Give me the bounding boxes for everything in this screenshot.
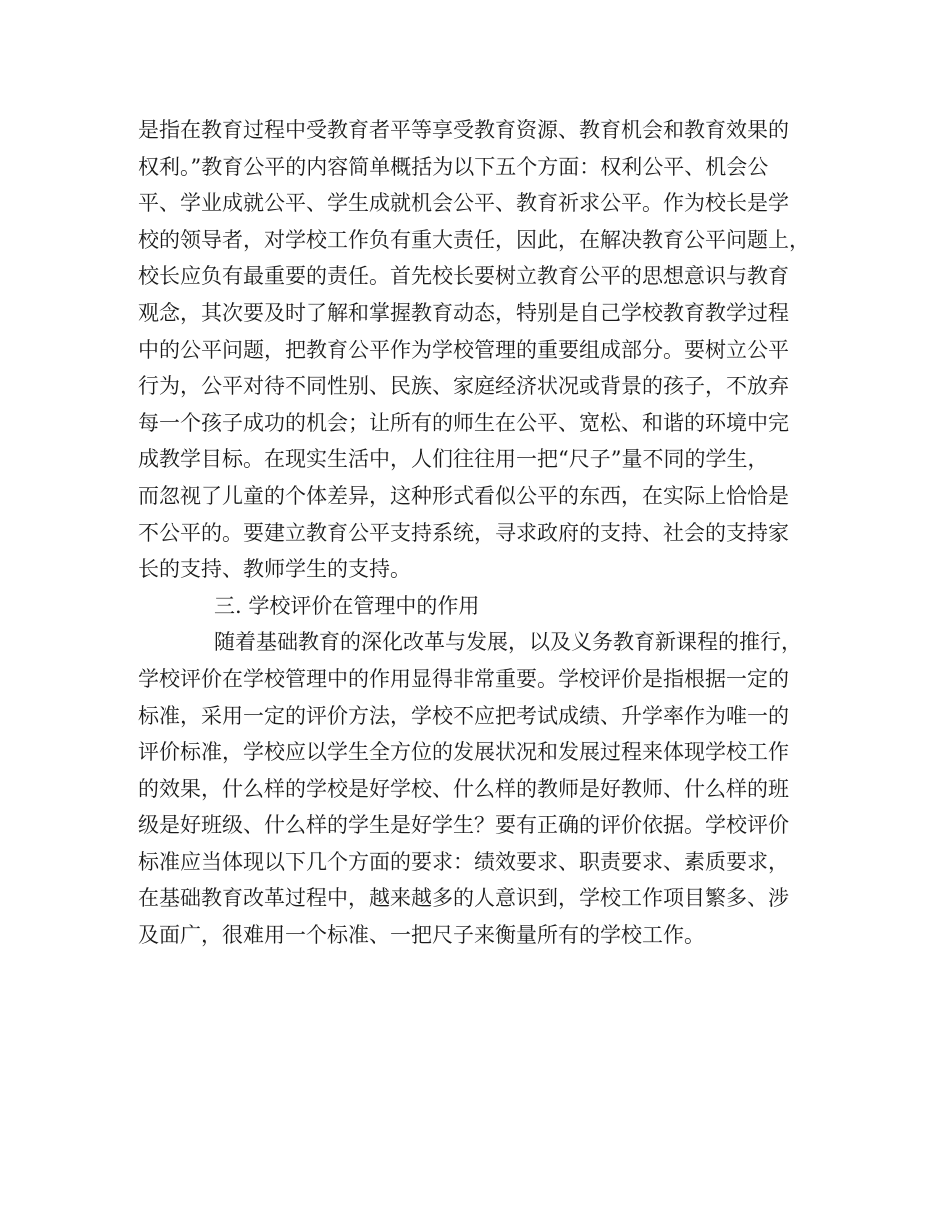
text-line: 是指在教育过程中受教育者平等享受教育资源、教育机会和教育效果的 [138, 118, 789, 142]
document-body [138, 112, 828, 954]
text-line: 标准应当体现以下几个方面的要求：绩效要求、职责要求、素质要求， [138, 849, 789, 874]
text-line: 学校评价在学校管理中的作用显得非常重要。学校评价是指根据一定的 [138, 666, 789, 691]
text-line: 权利。”教育公平的内容简单概括为以下五个方面：权利公平、机会公 [138, 154, 769, 179]
text-line: 观念，其次要及时了解和掌握教育动态，特别是自己学校教育教学过程 [138, 300, 789, 325]
text-line: 行为，公平对待不同性别、民族、家庭经济状况或背景的孩子，不放弃 [138, 374, 789, 399]
text-line: 随着基础教育的深化改革与发展，以及义务教育新课程的推行， [214, 630, 802, 655]
text-line: 长的支持、教师学生的支持。 [138, 557, 411, 582]
text-line: 中的公平问题，把教育公平作为学校管理的重要组成部分。要树立公平 [138, 337, 789, 362]
text-line: 标准，采用一定的评价方法，学校不应把考试成绩、升学率作为唯一的 [138, 703, 789, 728]
text-line: 校的领导者，对学校工作负有重大责任，因此，在解决教育公平问题上， [138, 227, 810, 252]
text-line: 校长应负有最重要的责任。首先校长要树立教育公平的思想意识与教育 [138, 264, 789, 289]
text-line: 成教学目标。在现实生活中，人们往往用一把“尺子”量不同的学生， [138, 447, 769, 472]
text-line: 每一个孩子成功的机会；让所有的师生在公平、宽松、和谐的环境中完 [138, 410, 789, 435]
section-heading: 三. 学校评价在管理中的作用 [214, 593, 480, 618]
text-line: 及面广，很难用一个标准、一把尺子来衡量所有的学校工作。 [138, 923, 705, 948]
text-line: 评价标准，学校应以学生全方位的发展状况和发展过程来体现学校工作 [138, 740, 789, 765]
text-line: 平、学业成就公平、学生成就机会公平、教育祈求公平。作为校长是学 [138, 191, 789, 216]
paragraph-1 [138, 112, 828, 588]
text-line: 不公平的。要建立教育公平支持系统，寻求政府的支持、社会的支持家 [138, 520, 789, 545]
text-line: 的效果，什么样的学校是好学校、什么样的教师是好教师、什么样的班 [138, 776, 789, 801]
text-line: 在基础教育改革过程中，越来越多的人意识到，学校工作项目繁多、涉 [138, 886, 789, 911]
text-line: 而忽视了儿童的个体差异，这种形式看似公平的东西，在实际上恰恰是 [138, 483, 789, 508]
paragraph-2 [138, 624, 828, 953]
text-line: 级是好班级、什么样的学生是好学生？要有正确的评价依据。学校评价 [138, 813, 789, 838]
